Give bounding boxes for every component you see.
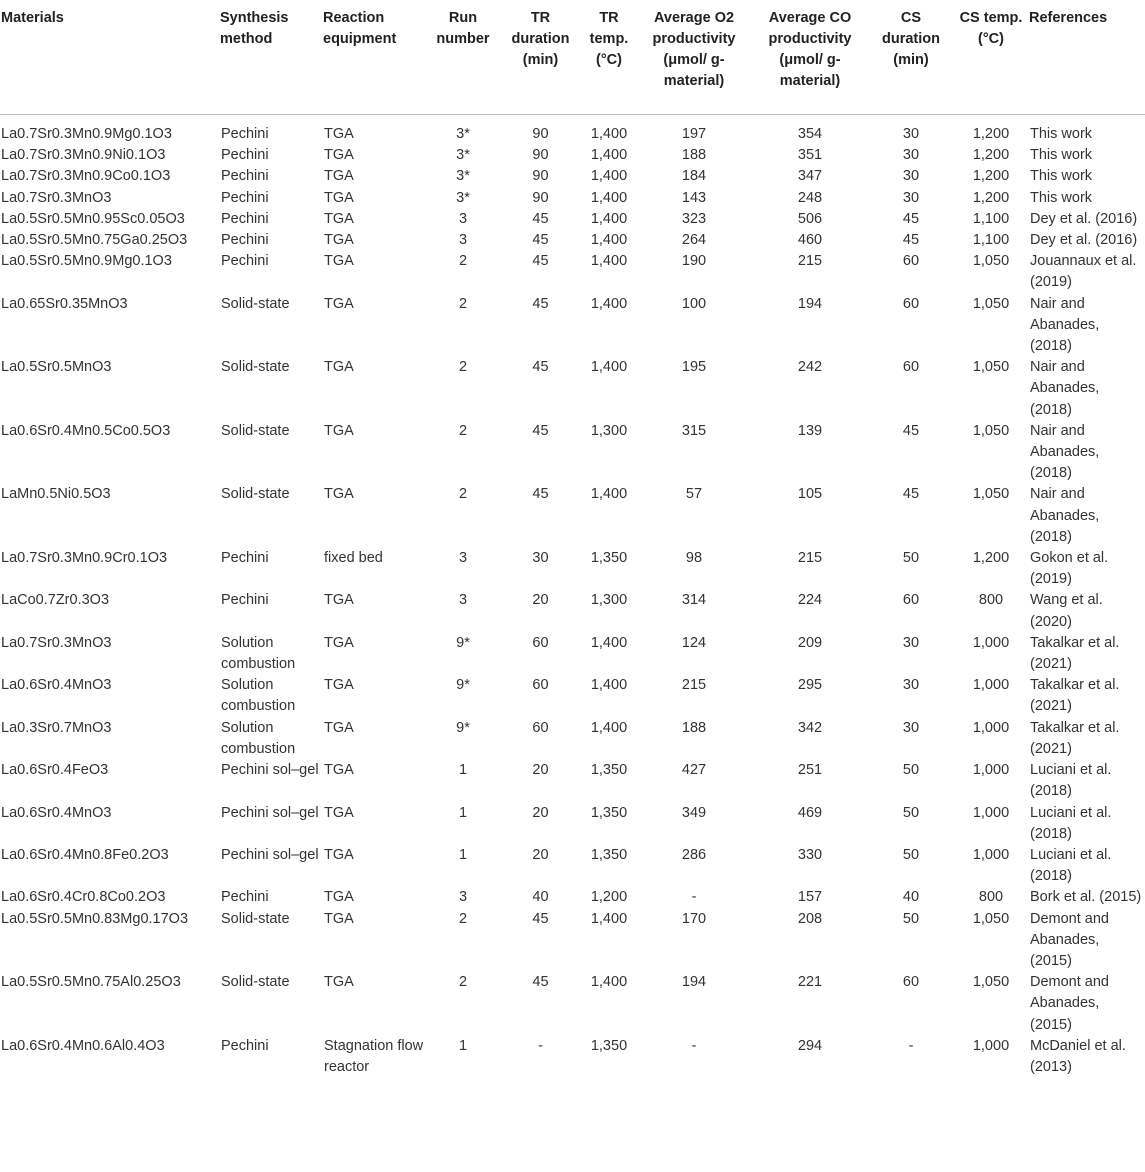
cell-cs-duration: 30 [902, 189, 920, 206]
cell-reference: Takalkar et al. (2021) [1030, 634, 1120, 673]
cell-cs-temp: 1,200 [972, 189, 1010, 206]
cell-co: 295 [797, 677, 823, 694]
cell-material: La0.3Sr0.7MnO3 [1, 719, 112, 736]
cell-cs-duration: 45 [902, 210, 920, 227]
cell-tr-duration: 45 [532, 295, 549, 312]
cell-tr-temp: 1,400 [590, 634, 628, 651]
cell-tr-temp: 1,400 [590, 210, 628, 227]
cell-cs-temp: 1,050 [972, 486, 1010, 503]
cell-run: 9* [456, 719, 470, 736]
col-header: TR temp. (°C) [582, 0, 636, 115]
cell-tr-duration: 45 [532, 422, 549, 439]
cell-reference: Demont and Abanades, (2015) [1030, 910, 1109, 969]
cell-cs-temp: 1,050 [972, 974, 1010, 991]
cell-run: 3 [458, 210, 468, 227]
cell-material: La0.5Sr0.5Mn0.9Mg0.1O3 [1, 253, 172, 270]
cell-synthesis: Pechini sol–gel [221, 762, 319, 779]
table-row [0, 1036, 1145, 1078]
cell-co: 460 [797, 232, 823, 249]
cell-cs-temp: 800 [978, 592, 1004, 609]
cell-synthesis: Solution combustion [221, 634, 296, 673]
cell-o2: 190 [681, 253, 707, 270]
cell-tr-duration: 20 [532, 804, 549, 821]
cell-cs-temp: 1,200 [972, 126, 1010, 142]
cell-material: La0.6Sr0.4MnO3 [1, 804, 112, 821]
cell-equipment: fixed bed [324, 550, 383, 567]
cell-equipment: TGA [324, 295, 354, 312]
cell-cs-temp: 1,000 [972, 846, 1010, 863]
cell-tr-duration: 90 [532, 126, 549, 142]
cell-tr-duration: 45 [532, 974, 549, 991]
cell-run: 3 [458, 592, 468, 609]
cell-o2: 315 [681, 422, 707, 439]
cell-tr-temp: 1,300 [590, 422, 628, 439]
table-row [0, 166, 1145, 187]
cell-o2: 124 [681, 634, 707, 651]
cell-tr-temp: 1,350 [590, 1037, 628, 1054]
cell-tr-temp: 1,400 [590, 719, 628, 736]
cell-run: 1 [458, 804, 468, 821]
cell-material: La0.7Sr0.3MnO3 [1, 634, 112, 651]
col-header: Average O2 productivity (μmol/ g-material) [636, 0, 752, 115]
table-row [0, 230, 1145, 251]
cell-equipment: TGA [324, 147, 354, 164]
table-row [0, 421, 1145, 485]
table-row [0, 145, 1145, 166]
cell-tr-temp: 1,350 [590, 846, 628, 863]
cell-tr-duration: 60 [532, 634, 549, 651]
cell-material: La0.6Sr0.4Mn0.8Fe0.2O3 [1, 846, 169, 863]
cell-synthesis: Solid-state [221, 359, 290, 376]
cell-run: 3 [458, 550, 468, 567]
cell-reference: Nair and Abanades, (2018) [1030, 359, 1100, 418]
cell-reference: Wang et al. (2020) [1030, 592, 1103, 630]
cell-cs-temp: 1,050 [972, 359, 1010, 376]
cell-o2: 264 [681, 232, 707, 249]
cell-reference: This work [1030, 189, 1093, 206]
cell-reference: Dey et al. (2016) [1030, 232, 1138, 249]
cell-synthesis: Pechini sol–gel [221, 804, 319, 821]
cell-run: 2 [458, 974, 468, 991]
cell-material: La0.6Sr0.4FeO3 [1, 762, 109, 779]
cell-equipment: TGA [324, 232, 354, 249]
cell-equipment: TGA [324, 846, 354, 863]
cell-cs-temp: 1,200 [972, 168, 1010, 185]
cell-cs-temp: 1,000 [972, 719, 1010, 736]
table-row [0, 845, 1145, 887]
table-row [0, 675, 1145, 717]
table-row [0, 590, 1145, 632]
cell-tr-duration: 45 [532, 359, 549, 376]
cell-tr-duration: 45 [532, 910, 549, 927]
cell-tr-temp: 1,400 [590, 126, 628, 142]
cell-synthesis: Pechini [221, 210, 269, 227]
cell-co: 251 [797, 762, 823, 779]
cell-equipment: TGA [324, 210, 354, 227]
cell-cs-temp: 1,100 [972, 232, 1010, 249]
cell-synthesis: Pechini [221, 189, 269, 206]
cell-equipment: TGA [324, 762, 354, 779]
cell-cs-temp: 1,000 [972, 762, 1010, 779]
cell-material: LaMn0.5Ni0.5O3 [1, 486, 111, 503]
cell-cs-duration: 30 [902, 719, 920, 736]
table-row [0, 294, 1145, 358]
cell-o2: - [691, 889, 697, 906]
cell-run: 9* [456, 677, 470, 694]
cell-material: La0.6Sr0.4Cr0.8Co0.2O3 [1, 889, 166, 906]
cell-tr-temp: 1,400 [590, 168, 628, 185]
cell-o2: 427 [681, 762, 707, 779]
cell-run: 3 [458, 889, 468, 906]
cell-cs-temp: 800 [978, 889, 1004, 906]
table-row [0, 760, 1145, 802]
cell-material: La0.65Sr0.35MnO3 [1, 295, 128, 312]
cell-tr-duration: 60 [532, 719, 549, 736]
cell-co: 330 [797, 846, 823, 863]
cell-co: 506 [797, 210, 823, 227]
cell-co: 294 [797, 1037, 823, 1054]
cell-synthesis: Solid-state [221, 486, 290, 503]
cell-tr-duration: 90 [532, 189, 549, 206]
cell-co: 208 [797, 910, 823, 927]
cell-o2: - [691, 1037, 697, 1054]
cell-tr-temp: 1,350 [590, 804, 628, 821]
cell-co: 469 [797, 804, 823, 821]
cell-tr-temp: 1,400 [590, 295, 628, 312]
cell-o2: 286 [681, 846, 707, 863]
cell-tr-duration: 20 [532, 846, 549, 863]
cell-synthesis: Solid-state [221, 974, 290, 991]
cell-tr-duration: 90 [532, 147, 549, 164]
cell-synthesis: Pechini [221, 147, 269, 164]
cell-synthesis: Solid-state [221, 910, 290, 927]
cell-tr-duration: 90 [532, 168, 549, 185]
cell-material: La0.5Sr0.5Mn0.83Mg0.17O3 [1, 910, 189, 927]
cell-synthesis: Solution combustion [221, 677, 296, 715]
cell-run: 1 [458, 762, 468, 779]
cell-o2: 188 [681, 719, 707, 736]
cell-co: 342 [797, 719, 823, 736]
cell-cs-temp: 1,100 [972, 210, 1010, 227]
table-row [0, 484, 1145, 548]
cell-tr-temp: 1,400 [590, 232, 628, 249]
cell-cs-duration: 50 [902, 910, 920, 927]
cell-o2: 314 [681, 592, 707, 609]
cell-reference: Nair and Abanades, (2018) [1030, 422, 1100, 482]
cell-reference: Takalkar et al. (2021) [1030, 719, 1120, 757]
cell-cs-duration: 60 [902, 592, 920, 609]
cell-cs-duration: 60 [902, 359, 920, 376]
cell-co: 242 [797, 359, 823, 376]
cell-co: 221 [797, 974, 823, 991]
cell-co: 209 [797, 634, 823, 651]
cell-o2: 100 [681, 295, 707, 312]
table-row [0, 209, 1145, 230]
cell-run: 3* [456, 126, 470, 142]
cell-cs-duration: 50 [902, 804, 920, 821]
cell-o2: 98 [685, 550, 703, 567]
cell-tr-duration: - [538, 1037, 543, 1054]
cell-o2: 194 [681, 974, 707, 991]
cell-equipment: TGA [324, 634, 354, 651]
cell-cs-duration: 30 [902, 168, 920, 185]
cell-run: 2 [458, 359, 468, 376]
cell-material: La0.7Sr0.3Mn0.9Co0.1O3 [1, 168, 171, 185]
cell-reference: Nair and Abanades, (2018) [1030, 295, 1100, 355]
cell-co: 215 [797, 253, 823, 270]
table-row [0, 188, 1145, 209]
cell-equipment: TGA [324, 168, 354, 185]
cell-equipment: TGA [324, 804, 354, 821]
cell-cs-duration: 40 [902, 889, 920, 906]
cell-reference: Bork et al. (2015) [1030, 889, 1142, 906]
cell-co: 194 [797, 295, 823, 312]
cell-run: 3 [458, 232, 468, 249]
cell-run: 1 [458, 1037, 468, 1054]
cell-cs-duration: 30 [902, 126, 920, 142]
cell-equipment: TGA [324, 889, 354, 906]
table-row [0, 251, 1145, 293]
col-header: Run number [427, 0, 499, 115]
cell-tr-temp: 1,400 [590, 147, 628, 164]
table-row [0, 718, 1145, 760]
cell-material: La0.5Sr0.5MnO3 [1, 359, 112, 376]
cell-tr-duration: 45 [532, 210, 549, 227]
table-row [0, 633, 1145, 675]
cell-reference: Dey et al. (2016) [1030, 210, 1138, 227]
col-header: CS duration (min) [868, 0, 954, 115]
cell-o2: 188 [681, 147, 707, 164]
cell-o2: 170 [681, 910, 707, 927]
table-row [0, 909, 1145, 973]
cell-reference: This work [1030, 147, 1093, 164]
cell-co: 139 [797, 422, 823, 439]
cell-cs-duration: 30 [902, 147, 920, 164]
cell-cs-temp: 1,200 [972, 147, 1010, 164]
cell-o2: 349 [681, 804, 707, 821]
cell-tr-duration: 20 [532, 592, 549, 609]
cell-cs-duration: 60 [902, 253, 920, 270]
col-header: Materials [0, 0, 219, 115]
cell-equipment: TGA [324, 422, 354, 439]
cell-reference: Nair and Abanades, (2018) [1030, 486, 1100, 545]
cell-run: 3* [456, 189, 470, 206]
cell-cs-duration: 50 [902, 762, 920, 779]
cell-run: 1 [458, 846, 468, 863]
cell-material: La0.7Sr0.3MnO3 [1, 189, 112, 206]
cell-tr-temp: 1,400 [590, 253, 628, 270]
cell-equipment: TGA [324, 592, 354, 609]
col-header: Reaction equipment [322, 0, 427, 115]
cell-o2: 57 [685, 486, 703, 503]
cell-run: 3* [456, 147, 470, 164]
cell-cs-temp: 1,000 [972, 677, 1010, 694]
cell-synthesis: Pechini [221, 232, 269, 249]
cell-tr-temp: 1,400 [590, 974, 628, 991]
cell-cs-temp: 1,000 [972, 634, 1010, 651]
cell-cs-duration: 60 [902, 974, 920, 991]
table-row [0, 972, 1145, 1036]
cell-run: 2 [458, 422, 468, 439]
cell-equipment: TGA [324, 253, 354, 270]
table-row [0, 803, 1145, 845]
cell-run: 9* [456, 634, 470, 651]
cell-equipment: TGA [324, 486, 354, 503]
col-header: CS temp. (°C) [954, 0, 1028, 115]
cell-cs-duration: 50 [902, 550, 920, 567]
table-row [0, 357, 1145, 421]
cell-synthesis: Pechini sol–gel [221, 846, 319, 863]
cell-tr-duration: 45 [532, 232, 549, 249]
cell-reference: Demont and Abanades, (2015) [1030, 974, 1109, 1033]
cell-run: 2 [458, 910, 468, 927]
col-header: References [1028, 0, 1145, 115]
cell-tr-temp: 1,200 [590, 889, 628, 906]
cell-material: La0.6Sr0.4MnO3 [1, 677, 112, 694]
cell-cs-duration: 30 [902, 634, 920, 651]
cell-co: 248 [797, 189, 823, 206]
cell-equipment: TGA [324, 719, 354, 736]
cell-run: 2 [458, 486, 468, 503]
col-header: TR duration (min) [499, 0, 582, 115]
header-row [0, 0, 1145, 115]
cell-reference: Luciani et al. (2018) [1030, 846, 1112, 885]
cell-cs-temp: 1,000 [972, 804, 1010, 821]
cell-o2: 184 [681, 168, 707, 185]
cell-synthesis: Pechini [221, 550, 269, 567]
cell-cs-temp: 1,200 [972, 550, 1010, 567]
cell-reference: Takalkar et al. (2021) [1030, 677, 1120, 715]
cell-tr-temp: 1,350 [590, 550, 628, 567]
table-row [0, 548, 1145, 590]
cell-tr-duration: 45 [532, 486, 549, 503]
cell-material: La0.7Sr0.3Mn0.9Cr0.1O3 [1, 550, 168, 567]
cell-cs-duration: 50 [902, 846, 920, 863]
cell-run: 3* [456, 168, 470, 185]
cell-reference: This work [1030, 126, 1093, 142]
cell-equipment: TGA [324, 974, 354, 991]
cell-cs-duration: 60 [902, 295, 920, 312]
cell-synthesis: Solid-state [221, 295, 290, 312]
cell-tr-duration: 60 [532, 677, 549, 694]
cell-cs-temp: 1,050 [972, 295, 1010, 312]
cell-synthesis: Solid-state [221, 422, 290, 439]
cell-tr-temp: 1,400 [590, 189, 628, 206]
cell-material: La0.6Sr0.4Mn0.5Co0.5O3 [1, 422, 171, 439]
cell-tr-duration: 40 [532, 889, 549, 906]
cell-o2: 215 [681, 677, 707, 694]
cell-tr-temp: 1,300 [590, 592, 628, 609]
cell-cs-temp: 1,050 [972, 253, 1010, 270]
cell-run: 2 [458, 253, 468, 270]
cell-cs-duration: 30 [902, 677, 920, 694]
cell-reference: McDaniel et al. (2013) [1030, 1037, 1126, 1075]
cell-tr-duration: 30 [532, 550, 549, 567]
cell-tr-temp: 1,400 [590, 910, 628, 927]
cell-synthesis: Pechini [221, 253, 269, 270]
cell-run: 2 [458, 295, 468, 312]
cell-equipment: TGA [324, 910, 354, 927]
cell-cs-temp: 1,000 [972, 1037, 1010, 1054]
cell-equipment: TGA [324, 677, 354, 694]
cell-material: La0.5Sr0.5Mn0.75Ga0.25O3 [1, 232, 188, 249]
cell-material: LaCo0.7Zr0.3O3 [1, 592, 110, 609]
cell-co: 354 [797, 126, 823, 142]
cell-cs-temp: 1,050 [972, 910, 1010, 927]
cell-co: 105 [797, 486, 823, 503]
table-row [0, 115, 1145, 146]
cell-co: 215 [797, 550, 823, 567]
cell-reference: This work [1030, 168, 1093, 185]
cell-cs-duration: - [908, 1037, 914, 1054]
cell-material: La0.6Sr0.4Mn0.6Al0.4O3 [1, 1037, 165, 1054]
cell-synthesis: Solution combustion [221, 719, 296, 757]
cell-tr-temp: 1,400 [590, 486, 628, 503]
cell-tr-duration: 45 [532, 253, 549, 270]
col-header: Average CO productivity (μmol/ g-material) [752, 0, 868, 115]
table-row [0, 887, 1145, 908]
cell-o2: 323 [681, 210, 707, 227]
cell-cs-duration: 45 [902, 232, 920, 249]
cell-tr-temp: 1,350 [590, 762, 628, 779]
cell-synthesis: Pechini [221, 592, 269, 609]
cell-synthesis: Pechini [221, 168, 269, 185]
cell-cs-duration: 45 [902, 486, 920, 503]
cell-reference: Luciani et al. (2018) [1030, 762, 1112, 800]
cell-co: 351 [797, 147, 823, 164]
col-header: Synthesis method [219, 0, 322, 115]
cell-tr-temp: 1,400 [590, 677, 628, 694]
cell-material: La0.5Sr0.5Mn0.75Al0.25O3 [1, 974, 181, 991]
cell-material: La0.5Sr0.5Mn0.95Sc0.05O3 [1, 210, 185, 227]
cell-material: La0.7Sr0.3Mn0.9Mg0.1O3 [1, 126, 172, 142]
cell-equipment: TGA [324, 126, 354, 142]
cell-co: 157 [797, 889, 823, 906]
cell-o2: 195 [681, 359, 707, 376]
cell-reference: Gokon et al. (2019) [1030, 550, 1109, 588]
cell-co: 347 [797, 168, 823, 185]
cell-cs-duration: 45 [902, 422, 920, 439]
cell-tr-duration: 20 [532, 762, 549, 779]
cell-tr-temp: 1,400 [590, 359, 628, 376]
cell-equipment: TGA [324, 359, 354, 376]
cell-equipment: Stagnation flow reactor [324, 1037, 424, 1075]
cell-synthesis: Pechini [221, 889, 269, 906]
cell-synthesis: Pechini [221, 1037, 269, 1054]
cell-o2: 143 [681, 189, 707, 206]
cell-o2: 197 [681, 126, 707, 142]
cell-equipment: TGA [324, 189, 354, 206]
cell-material: La0.7Sr0.3Mn0.9Ni0.1O3 [1, 147, 166, 164]
cell-synthesis: Pechini [221, 126, 269, 142]
cell-co: 224 [797, 592, 823, 609]
cell-cs-temp: 1,050 [972, 422, 1010, 439]
cell-reference: Jouannaux et al. (2019) [1030, 253, 1137, 291]
cell-reference: Luciani et al. (2018) [1030, 804, 1112, 842]
